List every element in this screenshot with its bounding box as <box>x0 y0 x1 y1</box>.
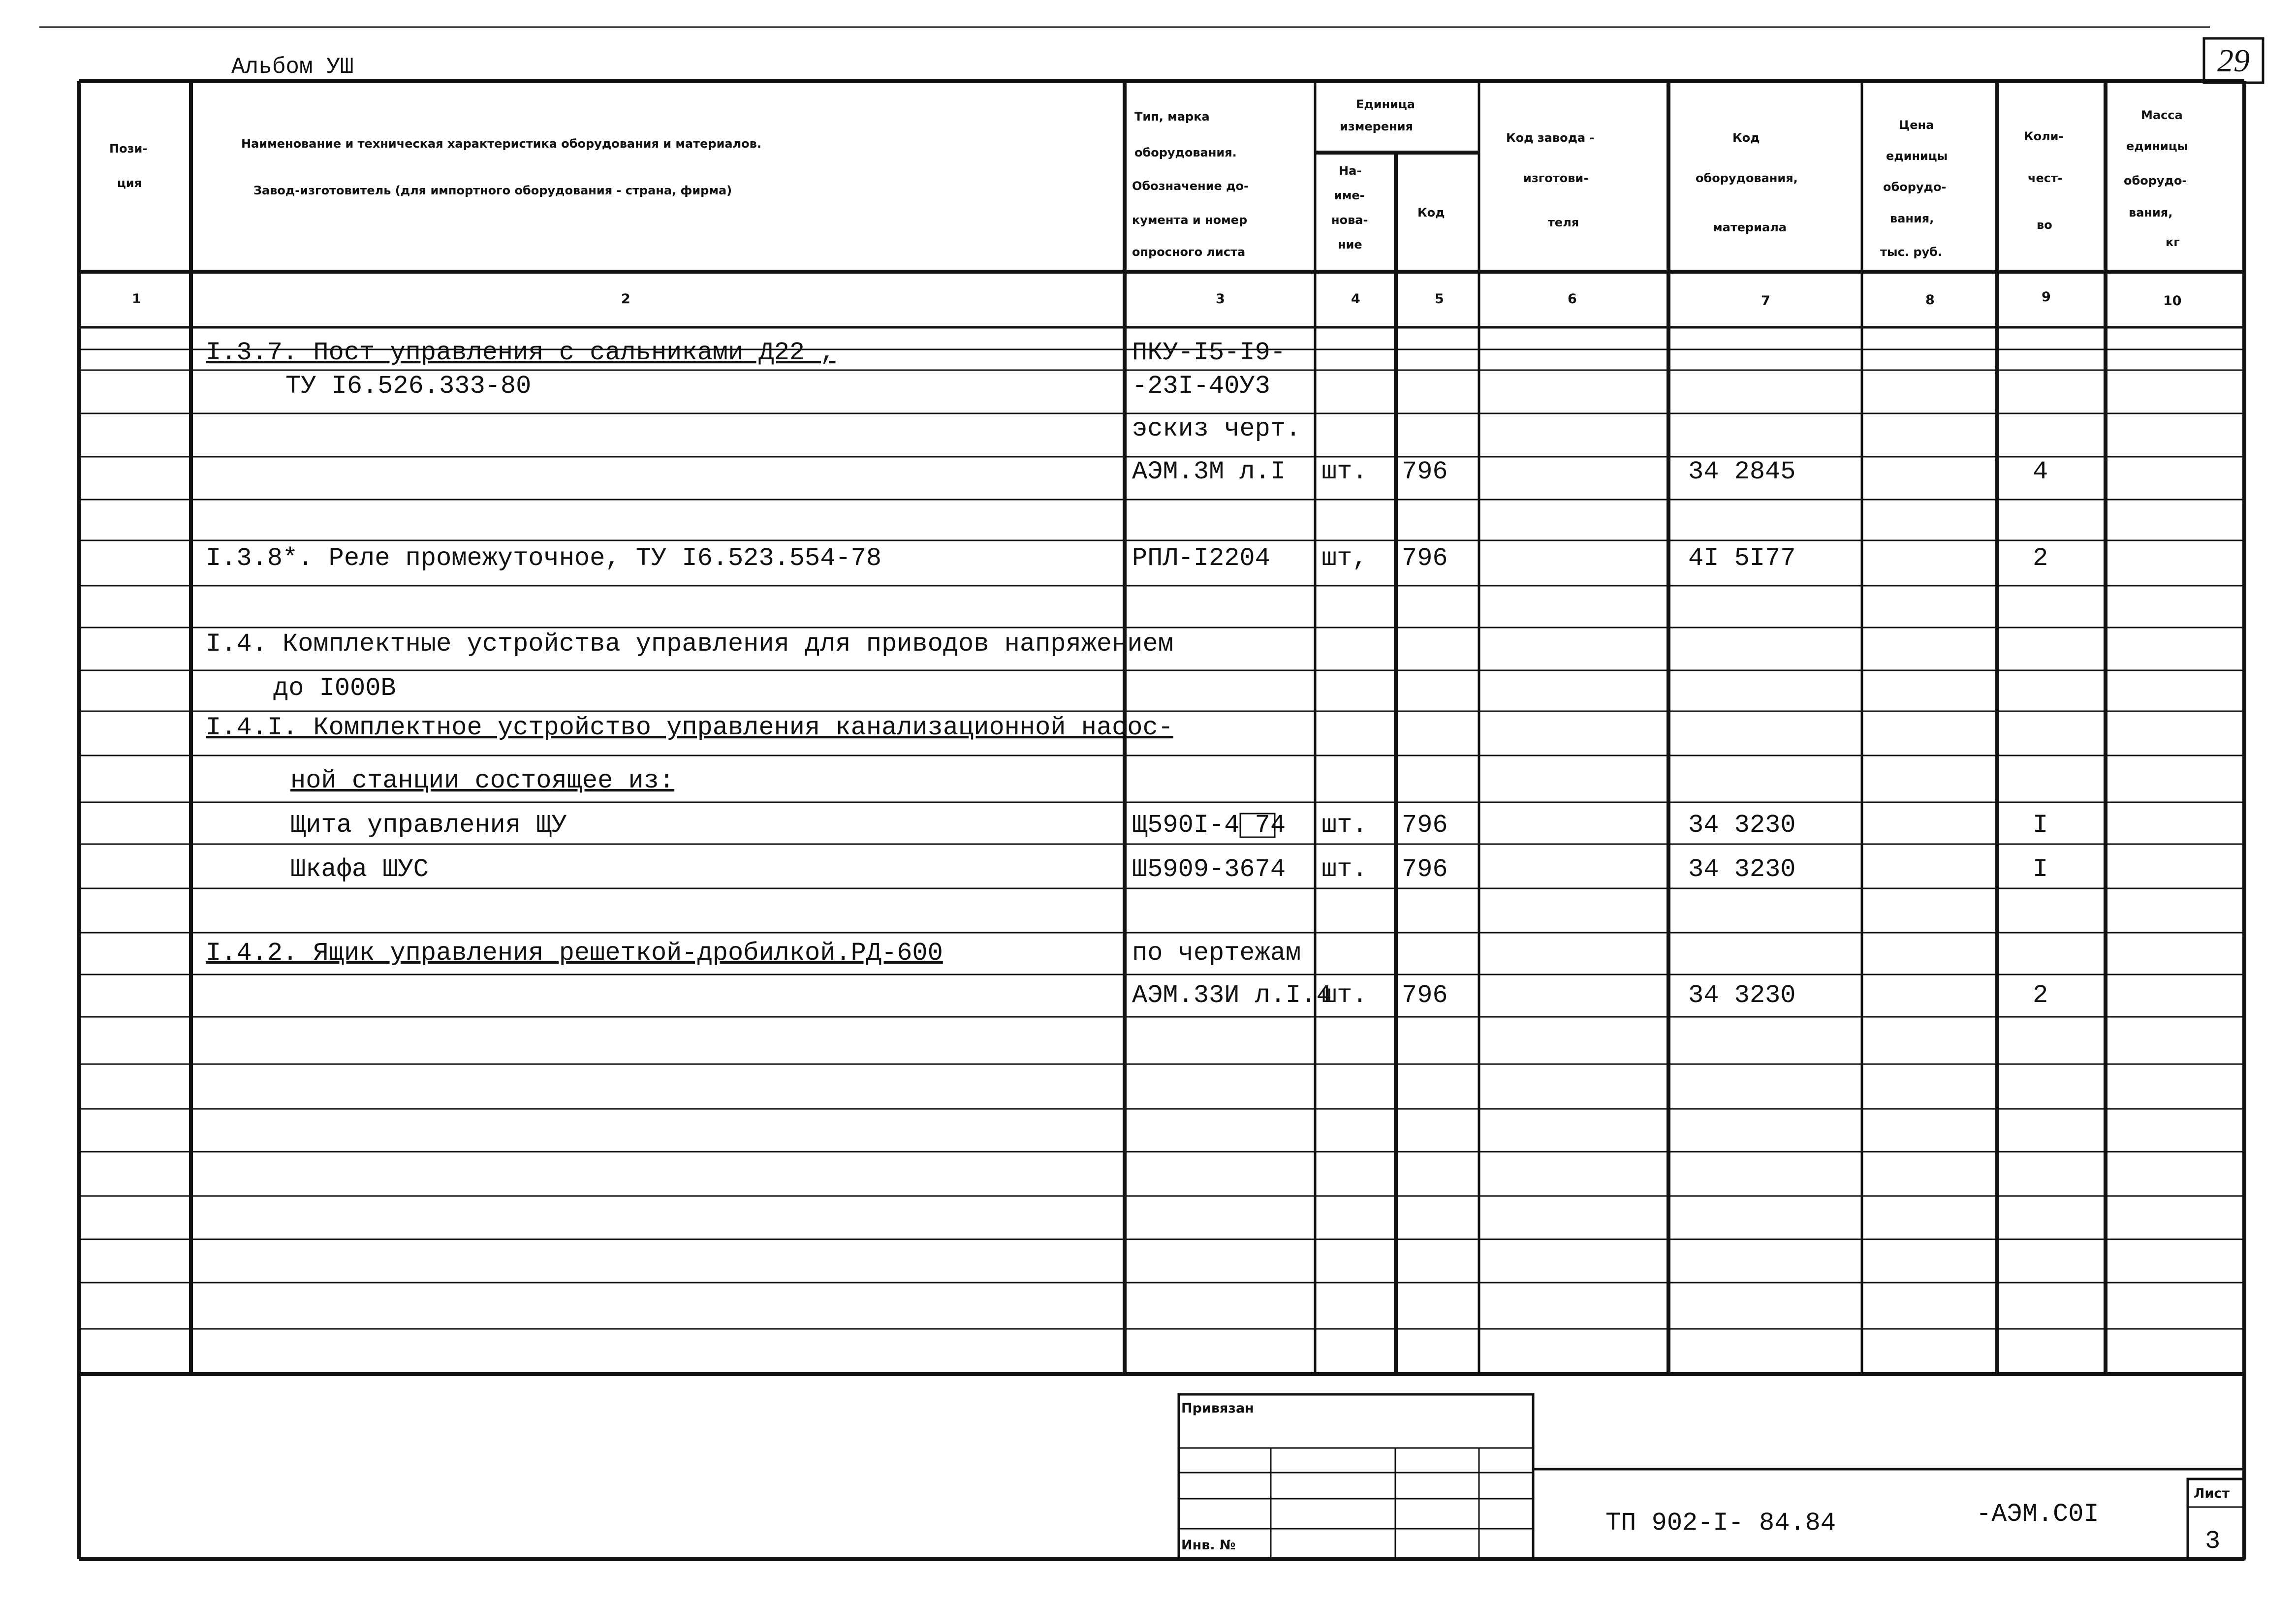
header-col5: Код <box>1417 206 1445 220</box>
header-col9-line3: во <box>2037 218 2052 232</box>
privyazan-label: Привязан <box>1181 1401 1254 1416</box>
cell-row5-c4: шт, <box>1321 544 1368 573</box>
cell-row11-c7: 34 3230 <box>1688 811 1796 840</box>
cell-row12-c9: I <box>2033 855 2048 884</box>
header-col6-line3: теля <box>1548 216 1579 229</box>
header-col8-line2: единицы <box>1886 149 1948 163</box>
cell-row11-c5: 796 <box>1402 811 1448 840</box>
header-col7-line2: оборудования, <box>1696 171 1798 185</box>
title-block <box>1179 1394 2244 1559</box>
header-col10-line2: единицы <box>2126 139 2188 153</box>
colnum-6: 6 <box>1568 291 1577 307</box>
colnum-4: 4 <box>1351 291 1360 307</box>
colnum-3: 3 <box>1216 291 1225 307</box>
column-number-row <box>132 289 2182 309</box>
header-col10-line4: вания, <box>2129 206 2173 220</box>
album-label: Альбом УШ <box>231 54 354 80</box>
cell-row2-c3: эскиз черт. <box>1132 414 1301 443</box>
cell-row11-c9: I <box>2033 811 2048 840</box>
page-number: 29 <box>2217 43 2250 79</box>
cell-row3-c3: АЭМ.3М л.I <box>1132 457 1286 486</box>
cell-row15-c5: 796 <box>1402 981 1448 1010</box>
colnum-1: 1 <box>132 291 141 307</box>
header-col10-line3: оборудо- <box>2124 174 2187 188</box>
header-col2-line1: Наименование и техническая характеристика оборудования и материалов. <box>241 137 761 151</box>
cell-row1-c2: ТУ I6.526.333-80 <box>285 372 532 401</box>
header-col10-line1: Масса <box>2141 108 2183 122</box>
colnum-5: 5 <box>1435 291 1444 307</box>
cell-row8-c2: до I000В <box>273 674 396 703</box>
cell-row0-c3: ПКУ-I5-I9- <box>1132 338 1286 367</box>
header-col3-line5: опросного листа <box>1132 245 1246 259</box>
cell-row15-c3: АЭМ.33И л.I.4 <box>1132 981 1332 1010</box>
colnum-9: 9 <box>2042 289 2051 305</box>
sheet-number: 3 <box>2205 1527 2221 1556</box>
header-col6-line1: Код завода - <box>1506 131 1595 145</box>
cell-row5-c3: РПЛ-I2204 <box>1132 544 1270 573</box>
cell-row9-c2: I.4.I. Комплектное устройство управления канализационной насос- <box>206 713 1173 742</box>
cell-row11-c4: шт. <box>1321 811 1368 840</box>
cell-row12-c3: Ш5909-3674 <box>1132 855 1286 884</box>
cell-row5-c9: 2 <box>2033 544 2048 573</box>
cell-row0-c2: I.3.7. Пост управления с сальниками Д22 , <box>206 338 836 367</box>
cell-row3-c9: 4 <box>2033 457 2048 486</box>
header-col6-line2: изготови- <box>1523 171 1589 185</box>
sheet-label: Лист <box>2194 1486 2230 1501</box>
colnum-10: 10 <box>2163 293 2182 309</box>
colnum-2: 2 <box>621 291 630 307</box>
header-col4-line1: На- <box>1339 164 1362 178</box>
header-col10-line5: кг <box>2166 235 2180 249</box>
cell-row14-c3: по чертежам <box>1132 939 1301 968</box>
header-col8-line4: вания, <box>1890 212 1934 225</box>
cell-row15-c7: 34 3230 <box>1688 981 1796 1010</box>
colnum-7: 7 <box>1761 293 1770 309</box>
inv-label: Инв. № <box>1181 1538 1236 1553</box>
header-col3-line4: кумента и номер <box>1132 213 1248 227</box>
cell-row5-c7: 4I 5I77 <box>1688 544 1796 573</box>
cell-row12-c7: 34 3230 <box>1688 855 1796 884</box>
table-body <box>206 338 2048 1010</box>
header-col4-line4: ние <box>1338 238 1362 252</box>
cell-row3-c4: шт. <box>1321 457 1368 486</box>
cell-row11-c3: Щ590I-4 74 <box>1132 811 1286 840</box>
cell-row15-c9: 2 <box>2033 981 2048 1010</box>
header-col9-line2: чест- <box>2028 171 2063 185</box>
header-unit-line1: Единица <box>1356 97 1415 111</box>
cell-row7-c2: I.4. Комплектные устройства управления для приводов напряжением <box>206 629 1173 659</box>
header-col3-line2: оборудования. <box>1134 146 1237 159</box>
header-col8-line3: оборудо- <box>1883 180 1947 194</box>
table-header <box>109 97 2188 259</box>
header-unit-line2: измерения <box>1340 120 1413 133</box>
cell-row10-c2: ной станции состоящее из: <box>290 766 675 795</box>
cell-row1-c3: -23I-40У3 <box>1132 372 1270 401</box>
cell-row12-c5: 796 <box>1402 855 1448 884</box>
cell-row3-c5: 796 <box>1402 457 1448 486</box>
header-col1-line2: ция <box>117 176 142 190</box>
cell-row14-c2: I.4.2. Ящик управления решеткой-дробилкой.РД-600 <box>206 939 943 968</box>
document-suffix: -АЭМ.С0I <box>1976 1500 2099 1529</box>
cell-row11-c2: Щита управления ЩУ <box>290 811 567 840</box>
header-col9-line1: Коли- <box>2024 129 2064 143</box>
cell-row15-c4: шт. <box>1321 981 1368 1010</box>
cell-row3-c7: 34 2845 <box>1688 457 1796 486</box>
header-col3-line1: Тип, марка <box>1134 110 1210 124</box>
cell-row5-c5: 796 <box>1402 544 1448 573</box>
header-col4-line3: нова- <box>1331 213 1368 227</box>
header-col2-line2: Завод-изготовитель (для импортного оборудования - страна, фирма) <box>253 184 732 197</box>
header-col8-line1: Цена <box>1899 118 1934 132</box>
header-col3-line3: Обозначение до- <box>1132 179 1249 193</box>
colnum-8: 8 <box>1925 292 1935 308</box>
cell-row5-c2: I.3.8*. Реле промежуточное, ТУ I6.523.554-78 <box>206 544 882 573</box>
header-col1-line1: Пози- <box>109 142 148 156</box>
cell-row12-c2: Шкафа ШУС <box>290 855 429 884</box>
header-col7-line3: материала <box>1713 220 1787 234</box>
cell-row12-c4: шт. <box>1321 855 1368 884</box>
header-col4-line2: име- <box>1334 189 1365 202</box>
header-col7-line1: Код <box>1732 131 1760 145</box>
document-code: ТП 902-I- 84.84 <box>1605 1509 1836 1538</box>
header-col8-line5: тыс. руб. <box>1880 245 1943 259</box>
